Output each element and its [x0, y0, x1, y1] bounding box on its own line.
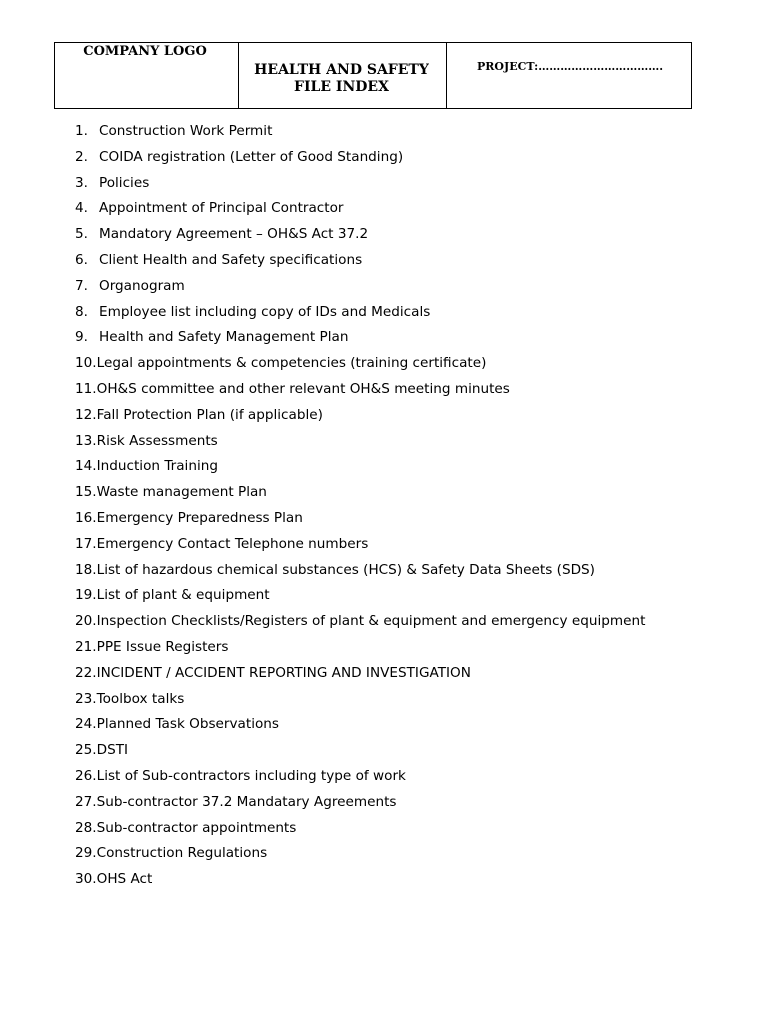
index-item-number: 25. — [75, 742, 97, 759]
index-item-text: List of Sub-contractors including type of work — [96, 767, 406, 784]
index-item — [75, 816, 645, 842]
index-item — [75, 583, 645, 609]
index-item-number: 10. — [75, 355, 97, 372]
project-cell — [447, 43, 692, 109]
index-item — [75, 532, 645, 558]
document-header-table — [54, 42, 692, 109]
index-item-text: List of plant & equipment — [96, 587, 270, 604]
index-item-number: 23. — [75, 690, 97, 707]
index-item-number: 14. — [75, 458, 97, 475]
index-item-number: 7. — [75, 277, 88, 294]
header-row — [55, 43, 692, 109]
index-item — [75, 300, 645, 326]
index-item-text: Legal appointments & competencies (training certificate) — [96, 355, 487, 372]
index-item-number: 16. — [75, 509, 97, 526]
index-item-number: 28. — [75, 819, 97, 836]
index-item-number: 4. — [75, 200, 88, 217]
file-index-list — [75, 119, 645, 893]
index-item — [75, 506, 645, 532]
index-item-text: OH&S committee and other relevant OH&S meeting minutes — [96, 380, 510, 397]
index-item — [75, 196, 645, 222]
index-item-text: Construction Work Permit — [99, 123, 273, 139]
index-item-number: 30. — [75, 871, 97, 888]
title-cell — [239, 43, 447, 109]
index-item-number: 12. — [75, 406, 97, 423]
index-item-text: OHS Act — [96, 871, 153, 888]
index-item-number: 22. — [75, 664, 97, 681]
index-item-text: Induction Training — [96, 458, 218, 475]
index-item-text: Emergency Contact Telephone numbers — [96, 535, 369, 552]
index-item-text: Fall Protection Plan (if applicable) — [96, 406, 323, 423]
index-item-text: Construction Regulations — [96, 845, 268, 862]
index-item-text: Planned Task Observations — [96, 716, 279, 733]
company-logo-label: COMPANY LOGO — [83, 44, 207, 59]
index-item-number: 2. — [75, 148, 88, 165]
index-item-text: COIDA registration (Letter of Good Standing) — [99, 148, 404, 165]
index-item — [75, 609, 645, 635]
index-item-number: 24. — [75, 716, 97, 733]
index-item — [75, 325, 645, 351]
index-item — [75, 248, 645, 274]
index-item-text: Mandatory Agreement – OH&S Act 37.2 — [99, 226, 369, 243]
index-item — [75, 558, 645, 584]
index-item — [75, 841, 645, 867]
index-item — [75, 429, 645, 455]
index-item — [75, 738, 645, 764]
index-item-number: 13. — [75, 432, 97, 449]
index-item — [75, 403, 645, 429]
index-item — [75, 222, 645, 248]
index-item — [75, 687, 645, 713]
index-item-text: Waste management Plan — [96, 484, 267, 501]
index-item — [75, 454, 645, 480]
index-item-number: 18. — [75, 561, 97, 578]
index-item — [75, 274, 645, 300]
company-logo-cell — [55, 43, 239, 109]
index-item-number: 29. — [75, 845, 97, 862]
index-item — [75, 635, 645, 661]
index-item — [75, 171, 645, 197]
index-item-text: Policies — [99, 174, 150, 191]
index-item — [75, 145, 645, 171]
project-label: PROJECT:……………………………. — [477, 60, 664, 73]
index-item — [75, 119, 645, 145]
index-item-number: 20. — [75, 613, 97, 630]
index-item-number: 5. — [75, 226, 88, 243]
index-item-number: 8. — [75, 303, 88, 320]
document-title: HEALTH AND SAFETY FILE INDEX — [254, 61, 429, 95]
index-item — [75, 867, 645, 893]
index-item-number: 26. — [75, 767, 97, 784]
index-item-number: 11. — [75, 380, 97, 397]
index-item-number: 1. — [75, 123, 88, 139]
index-item-text: Organogram — [99, 277, 185, 294]
index-item-text: Inspection Checklists/Registers of plant & equipment and emergency equipment — [96, 613, 646, 630]
index-item — [75, 377, 645, 403]
index-item-text: Client Health and Safety specifications — [99, 251, 363, 268]
index-item-text: PPE Issue Registers — [96, 638, 229, 655]
index-item-number: 6. — [75, 251, 88, 268]
index-item-text: DSTI — [96, 742, 129, 759]
index-item-number: 15. — [75, 484, 97, 501]
index-item-text: Sub-contractor appointments — [96, 819, 297, 836]
index-item — [75, 661, 645, 687]
index-item-text: Toolbox talks — [96, 690, 185, 707]
index-item-number: 19. — [75, 587, 97, 604]
index-item — [75, 480, 645, 506]
index-item-text: Emergency Preparedness Plan — [96, 509, 303, 526]
index-item-text: Health and Safety Management Plan — [99, 329, 349, 346]
index-item-number: 3. — [75, 174, 88, 191]
index-item-text: INCIDENT / ACCIDENT REPORTING AND INVESTIGATION — [96, 664, 471, 681]
index-item-text: Employee list including copy of IDs and Medicals — [99, 303, 431, 320]
index-item-number: 27. — [75, 793, 97, 810]
index-item — [75, 764, 645, 790]
index-item-text: Sub-contractor 37.2 Mandatary Agreements — [96, 793, 397, 810]
index-item-text: List of hazardous chemical substances (HCS) & Safety Data Sheets (SDS) — [96, 561, 595, 578]
index-item — [75, 351, 645, 377]
index-item — [75, 712, 645, 738]
index-item-text: Appointment of Principal Contractor — [99, 200, 344, 217]
index-item-number: 21. — [75, 638, 97, 655]
index-item-number: 9. — [75, 329, 88, 346]
index-item — [75, 790, 645, 816]
index-item-text: Risk Assessments — [96, 432, 218, 449]
index-item-number: 17. — [75, 535, 97, 552]
